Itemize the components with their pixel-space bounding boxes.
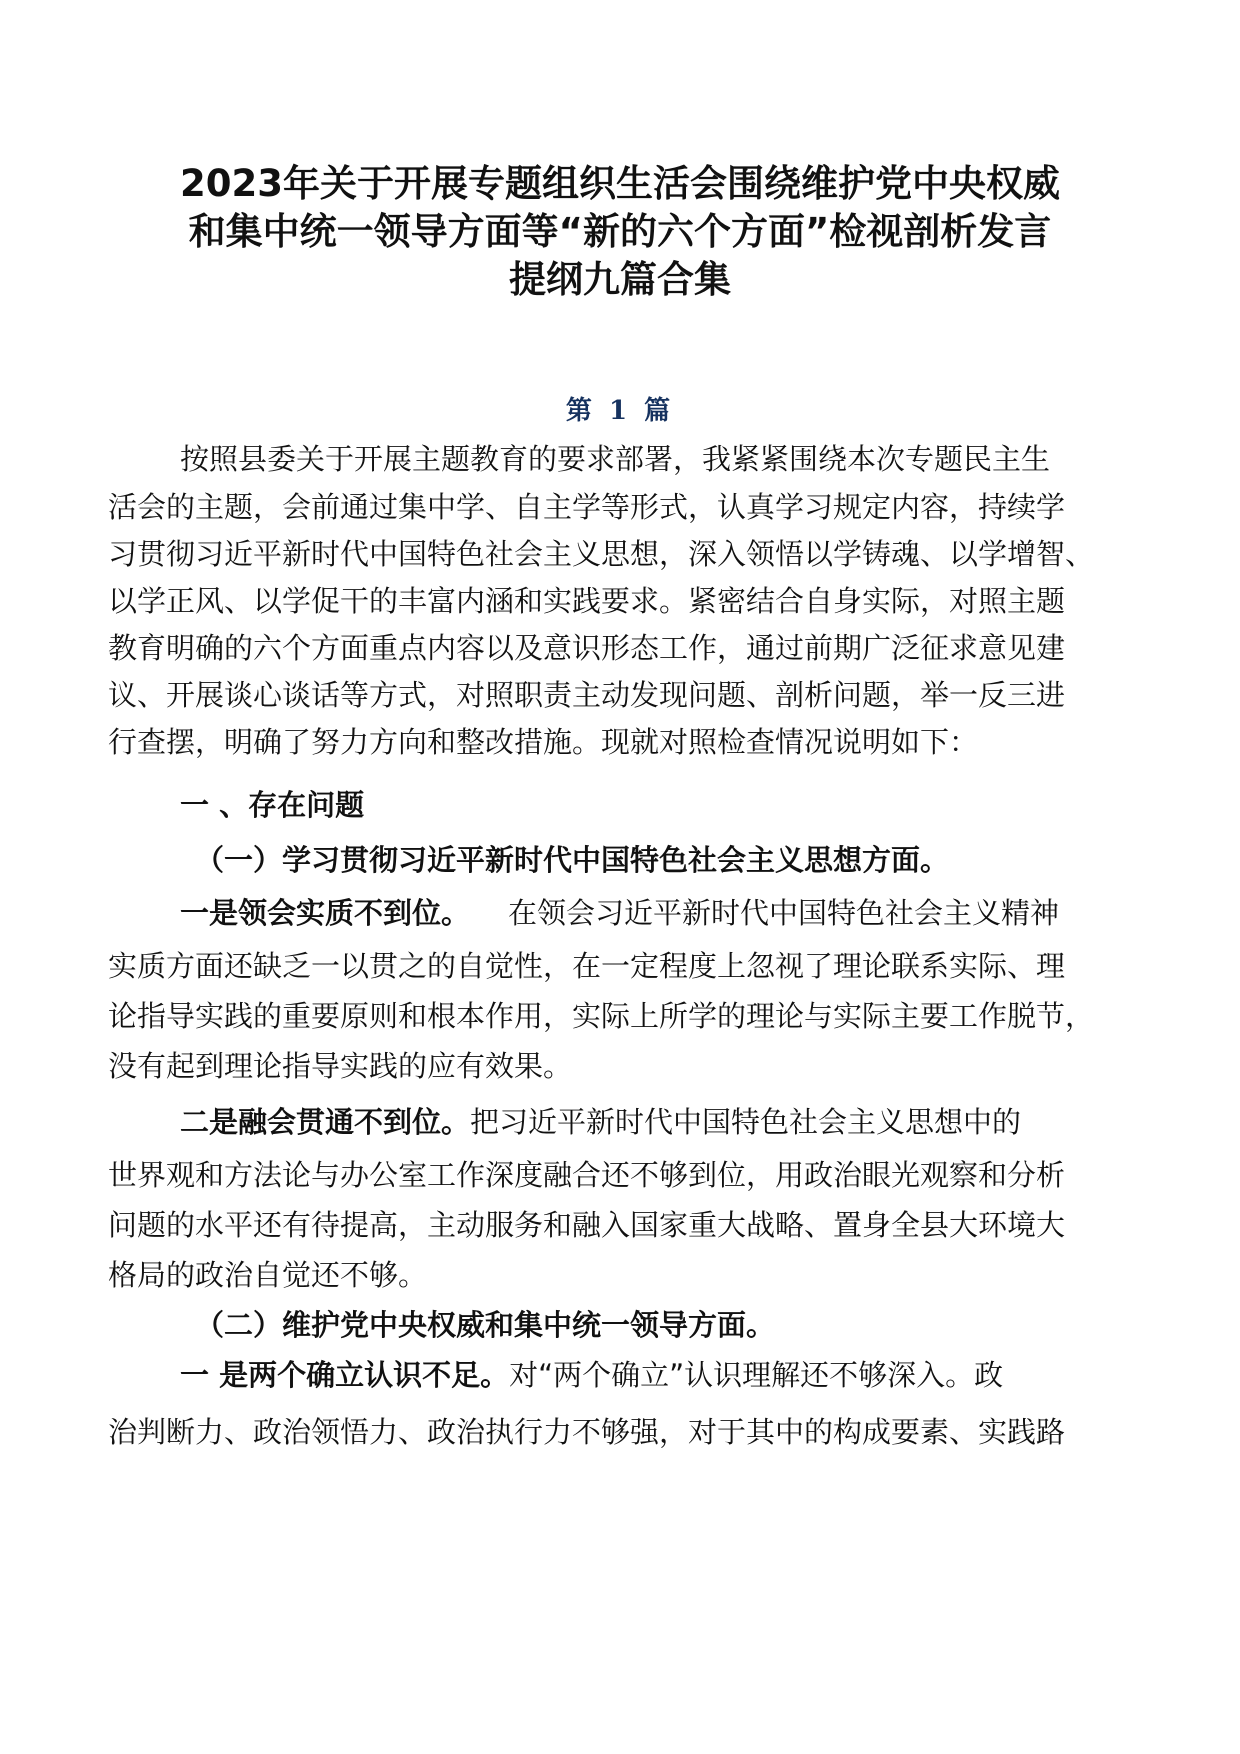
point-3-line-2: 治判断力、政治领悟力、政治执行力不够强，对于其中的构成要素、实践路 — [108, 1415, 1066, 1449]
point-2-first-line — [180, 1102, 1021, 1142]
point-3-first-line — [180, 1355, 1003, 1395]
point-1-line-3: 论指导实践的重要原则和根本作用，实际上所学的理论与实际主要工作脱节， — [108, 999, 1095, 1033]
intro-line-1: 按照县委关于开展主题教育的要求部署，我紧紧围绕本次专题民主生 — [180, 442, 1051, 476]
section-heading-1: 一 、存在问题 — [180, 788, 365, 822]
title-line-2: 和集中统一领导方面等“新的六个方面”检视剖析发言 — [188, 210, 1052, 253]
subsection-heading-1: （一）学习贯彻习近平新时代中国特色社会主义思想方面。 — [195, 843, 950, 877]
intro-line-7: 行查摆，明确了努力方向和整改措施。现就对照检查情况说明如下： — [108, 725, 979, 759]
point-2-line-2: 世界观和方法论与办公室工作深度融合还不够到位，用政治眼光观察和分析 — [108, 1158, 1066, 1192]
subsection-heading-2: （二）维护党中央权威和集中统一领导方面。 — [195, 1308, 776, 1342]
point-1-label: 一是领会实质不到位。 — [180, 896, 471, 930]
point-2-label: 二是融会贯通不到位。 — [180, 1105, 471, 1139]
title-line-3: 提纲九篇合集 — [509, 258, 731, 301]
point-1-first-line — [180, 893, 1059, 933]
point-2-text: 把习近平新时代中国特色社会主义思想中的 — [470, 1105, 1022, 1139]
document-title — [90, 160, 1150, 304]
intro-line-4: 以学正风、以学促干的丰富内涵和实践要求。紧密结合自身实际，对照主题 — [108, 584, 1066, 618]
point-1-line-4: 没有起到理论指导实践的应有效果。 — [108, 1049, 573, 1083]
point-3-label: 一 是两个确立认识不足。 — [180, 1358, 510, 1392]
intro-line-5: 教育明确的六个方面重点内容以及意识形态工作，通过前期广泛征求意见建 — [108, 631, 1066, 665]
point-2-line-3: 问题的水平还有待提高，主动服务和融入国家重大战略、置身全县大环境大 — [108, 1208, 1066, 1242]
intro-line-2: 活会的主题，会前通过集中学、自主学等形式，认真学习规定内容，持续学 — [108, 490, 1066, 524]
point-1-line-2: 实质方面还缺乏一以贯之的自觉性，在一定程度上忽视了理论联系实际、理 — [108, 949, 1066, 983]
intro-line-3: 习贯彻习近平新时代中国特色社会主义思想，深入领悟以学铸魂、以学增智、 — [108, 537, 1095, 571]
chapter-heading: 第 1 篇 — [565, 396, 675, 426]
point-3-text: 对“两个确立”认识理解还不够深入。政 — [509, 1358, 1004, 1392]
intro-line-6: 议、开展谈心谈话等方式，对照职责主动发现问题、剖析问题，举一反三进 — [108, 678, 1066, 712]
point-2-line-4: 格局的政治自觉还不够。 — [108, 1258, 428, 1292]
point-1-text: 在领会习近平新时代中国特色社会主义精神 — [508, 896, 1060, 930]
title-line-1: 2023年关于开展专题组织生活会围绕维护党中央权威 — [180, 162, 1060, 205]
